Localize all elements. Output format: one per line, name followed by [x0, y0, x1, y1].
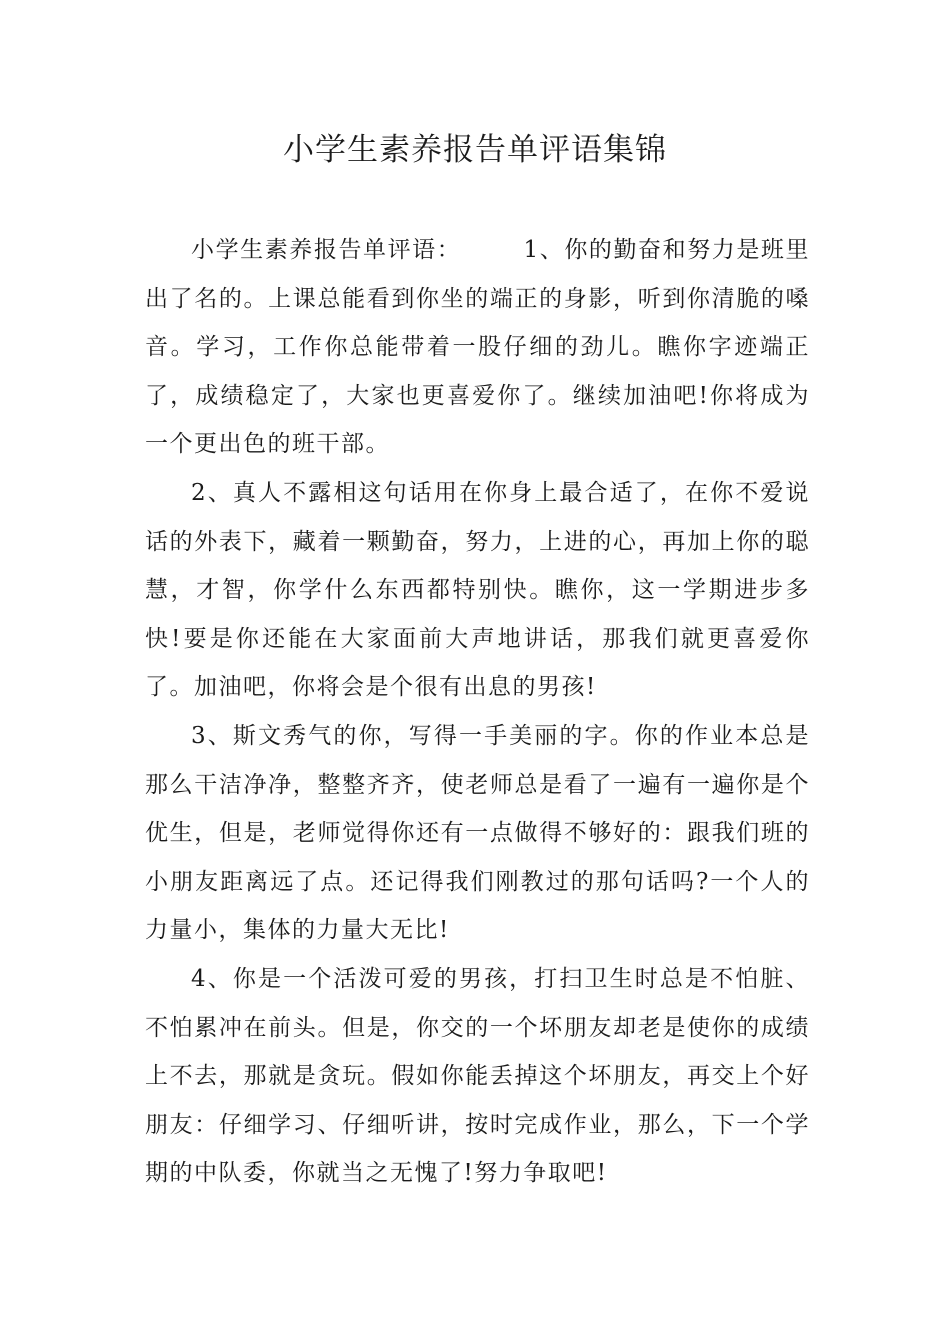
paragraph-comment-4: 4、你是一个活泼可爱的男孩，打扫卫生时总是不怕脏、不怕累冲在前头。但是，你交的一个坏朋友却老是使你的成绩上不去，那就是贪玩。假如你能丢掉这个坏朋友，再交上个好朋友：仔细学习、仔细听讲，按时完成作业，那么，下一个学期的中队委，你就当之无愧了!努力争取吧!	[145, 965, 810, 1187]
paragraph-comment-2: 2、真人不露相这句话用在你身上最合适了，在你不爱说话的外表下，藏着一颗勤奋，努力，上进的心，再加上你的聪慧，才智，你学什么东西都特别快。瞧你，这一学期进步多快!要是你还能在大家面前大声地讲话，那我们就更喜爱你了。加油吧，你将会是个很有出息的男孩!	[145, 479, 810, 701]
paragraph-intro-comment-1: 小学生素养报告单评语： 1、你的勤奋和努力是班里出了名的。上课总能看到你坐的端正的身影，听到你清脆的嗓音。学习，工作你总能带着一股仔细的劲儿。瞧你字迹端正了，成绩稳定了，大家也更喜爱你了。继续加油吧!你将成为一个更出色的班干部。	[145, 237, 810, 458]
paragraph-comment-3: 3、斯文秀气的你，写得一手美丽的字。你的作业本总是那么干洁净净，整整齐齐，使老师总是看了一遍有一遍你是个优生，但是，老师觉得你还有一点做得不够好的：跟我们班的小朋友距离远了点。还记得我们刚教过的那句话吗?一个人的力量小，集体的力量大无比!	[145, 722, 810, 944]
document-title: 小学生素养报告单评语集锦	[283, 132, 667, 168]
document-body	[145, 226, 810, 1198]
